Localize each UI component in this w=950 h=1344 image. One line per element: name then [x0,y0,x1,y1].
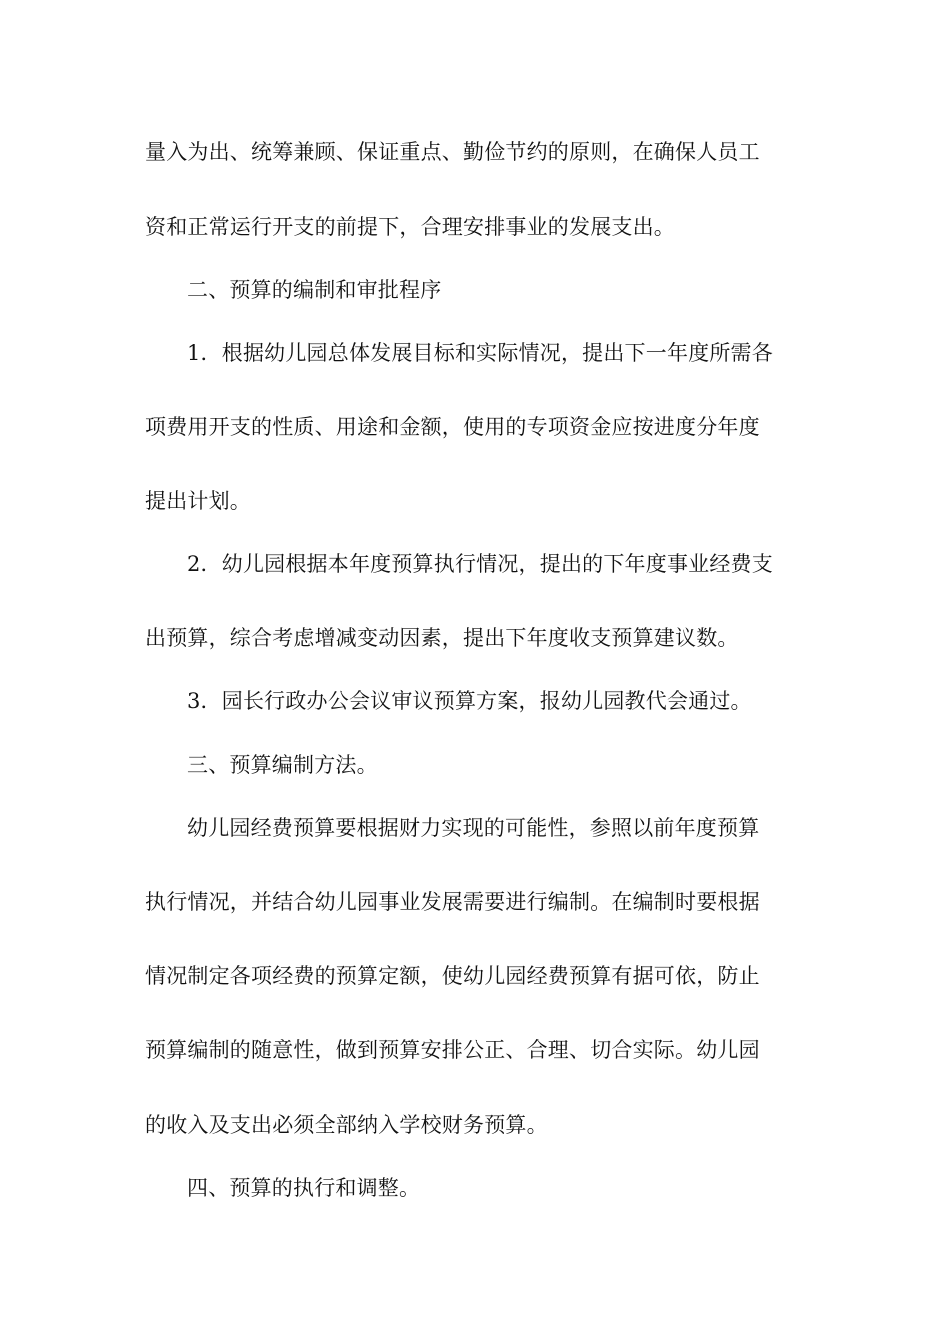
paragraph-line: 2．幼儿园根据本年度预算执行情况，提出的下年度事业经费支 [187,552,773,576]
section-heading: 三、预算编制方法。 [187,753,378,777]
paragraph-line: 出预算，综合考虑增减变动因素，提出下年度收支预算建议数。 [145,626,739,650]
paragraph-line: 幼儿园经费预算要根据财力实现的可能性，参照以前年度预算 [187,816,760,840]
paragraph-line: 执行情况，并结合幼儿园事业发展需要进行编制。在编制时要根据 [145,890,760,914]
section-heading: 四、预算的执行和调整。 [187,1176,421,1200]
paragraph-line: 提出计划。 [145,489,251,513]
paragraph-line: 情况制定各项经费的预算定额，使幼儿园经费预算有据可依，防止 [145,964,760,988]
paragraph-line: 项费用开支的性质、用途和金额，使用的专项资金应按进度分年度 [145,415,760,439]
paragraph-line: 1．根据幼儿园总体发展目标和实际情况，提出下一年度所需各 [187,341,773,365]
section-heading: 二、预算的编制和审批程序 [187,278,442,302]
paragraph-line: 量入为出、统筹兼顾、保证重点、勤俭节约的原则，在确保人员工 [145,140,760,164]
paragraph-line: 预算编制的随意性，做到预算安排公正、合理、切合实际。幼儿园 [145,1038,760,1062]
paragraph-line: 资和正常运行开支的前提下，合理安排事业的发展支出。 [145,215,675,239]
paragraph-line: 的收入及支出必须全部纳入学校财务预算。 [145,1113,548,1137]
paragraph-line: 3．园长行政办公会议审议预算方案，报幼儿园教代会通过。 [187,689,752,713]
